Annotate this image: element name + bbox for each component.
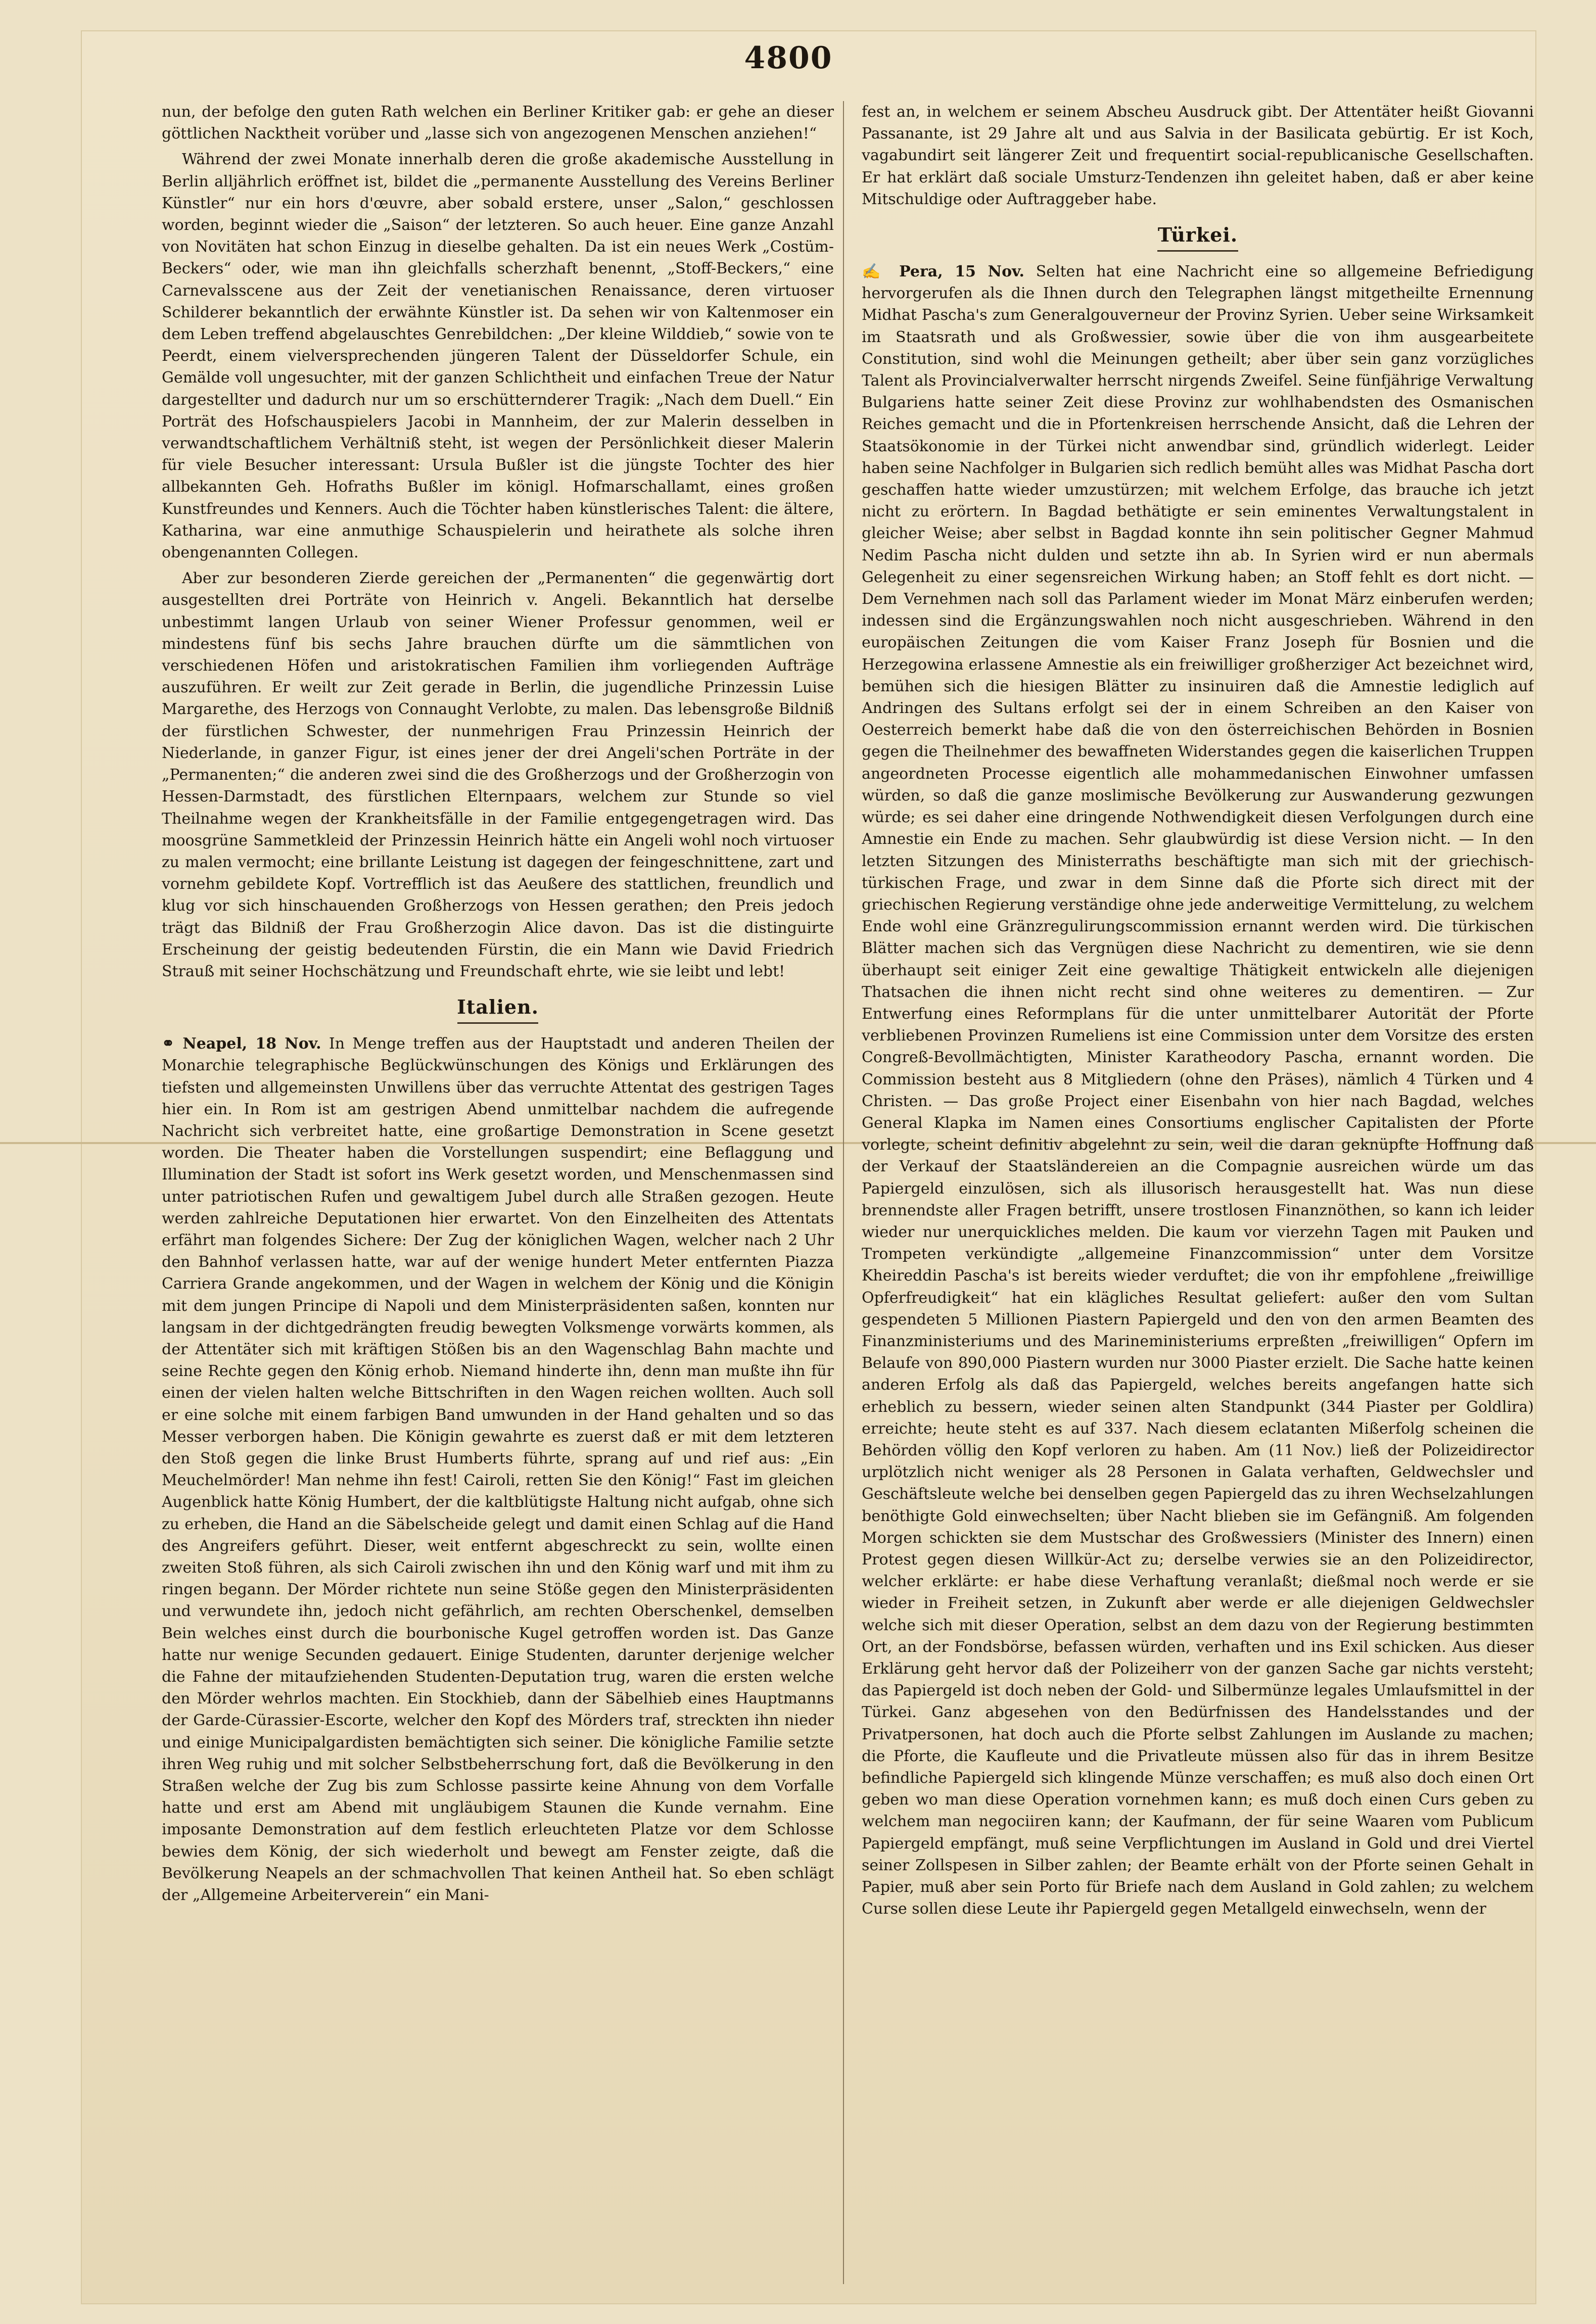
section-rule	[457, 1022, 538, 1024]
page-number: 4800	[744, 40, 833, 76]
article-paragraph	[162, 1033, 834, 1906]
section-title-tuerkei: Türkei.	[1157, 223, 1238, 247]
right-column	[862, 101, 1534, 2284]
article-paragraph: fest an, in welchem er seinem Abscheu Ausdruck gibt. Der Attentäter heißt Giovanni Passanante, ist 29 Jahre alt und aus Salvia in der Basilicata gebürtig. Er ist Koch, vagabundirt seit längerer Zeit und frequentirt social-republicanische Gesellschaften. Er hat erklärt daß sociale Umsturz-Tendenzen ihn geleitet haben, daß er aber keine Mitschuldige oder Auftraggeber habe.	[862, 103, 1534, 208]
article-text: In Menge treffen aus der Hauptstadt und anderen Theilen der Monarchie telegraphische Beglückwünschungen des Königs und Erklärungen des tiefsten und allgemeinsten Unwillens über das verruchte Attentat des gestrigen Tages hier ein. In Rom ist am gestrigen Abend unmittelbar nachdem die aufregende Nachricht sich verbreitet hatte, eine großartige Demonstration in Scene gesetzt worden. Die Theater haben die Vorstellungen suspendirt; eine Beflaggung und Illumination der Stadt ist sofort ins Werk gesetzt worden, und Menschenmassen sind unter patriotischen Rufen und gewaltigem Jubel durch alle Straßen gezogen. Heute werden zahlreiche Deputationen hier erwartet. Von den Einzelheiten des Attentats erfährt man folgendes Sichere: Der Zug der königlichen Wagen, welcher nach 2 Uhr den Bahnhof verlassen hatte, war auf der wenige hundert Meter entfernten Piazza Carriera Grande angekommen, und der Wagen in welchem der König und die Königin mit dem jungen Principe di Napoli und dem Ministerpräsidenten saßen, konnten nur langsam in der dichtgedrängten freudig bewegten Volksmenge vorwärts kommen, als der Attentäter sich mit kräftigen Stößen bis an den Wagenschlag Bahn machte und seine Rechte gegen den König erhob. Niemand hinderte ihn, denn man mußte ihn für einen der vielen halten welche Bittschriften in den Wagen reichen wollten. Auch soll er eine solche mit einem farbigen Band umwunden in der Hand gehalten und so das Messer verborgen haben. Die Königin gewahrte es zuerst daß er mit dem letzteren den Stoß gegen die linke Brust Humberts führte, sprang auf und rief aus: „Ein Meuchelmörder! Man nehme ihn fest! Cairoli, retten Sie den König!“ Fast im gleichen Augenblick hatte König Humbert, der die kaltblütigste Haltung nicht aufgab, ohne sich zu erheben, die Hand an die Säbelscheide gelegt und damit einen Schlag auf die Hand des Angreifers geführt. Dieser, weit entfernt abgeschreckt zu sein, wollte einen zweiten Stoß führen, als sich Cairoli zwischen ihn und den König warf und mit ihm zu ringen begann. Der Mörder richtete nun seine Stöße gegen den Ministerpräsidenten und verwundete ihn, jedoch nicht gefährlich, am rechten Oberschenkel, demselben Bein welches einst durch die bourbonische Kugel getroffen worden ist. Das Ganze hatte nur wenige Secunden gedauert. Einige Studenten, darunter derjenige welcher die Fahne der mitaufziehenden Studenten-Deputation trug, waren die ersten welche den Mörder wehrlos machten. Ein Stockhieb, dann der Säbelhieb eines Hauptmanns der Garde-Cürassier-Escorte, welcher den Kopf des Mörders traf, streckten ihn nieder und einige Municipalgardisten bemächtigten sich seiner. Die königliche Familie setzte ihren Weg ruhig und mit solcher Selbstbeherrschung fort, daß die Bevölkerung in den Straßen welche der Zug bis zum Schlosse passirte keine Ahnung von dem Vorfalle hatte und erst am Abend mit ungläubigem Staunen die Kunde vernahm. Eine imposante Demonstration auf dem festlich erleuchteten Platze vor dem Schlosse bewies dem König, der sich wiederholt und bewegt am Fenster zeigte, daß die Bevölkerung Neapels an der schmachvollen That keinen Antheil hat. So eben schlägt der „Allgemeine Arbeiterverein“ ein Mani-	[162, 1035, 834, 1905]
dateline-neapel: ⚭ Neapel, 18 Nov.	[162, 1035, 321, 1053]
article-paragraph: Während der zwei Monate innerhalb deren die große akademische Ausstellung in Berlin alljährlich eröffnet ist, bildet die „permanente Ausstellung des Vereins Berliner Künstler“ nur ein hors d'œuvre, aber sobald erstere, unser „Salon,“ geschlossen worden, beginnt wieder die „Saison“ der letzteren. So auch heuer. Eine ganze Anzahl von Novitäten hat schon Einzug in dieselbe gehalten. Da ist ein neues Werk „Costüm-Beckers“ oder, wie man ihn gleichfalls scherzhaft benennt, „Stoff-Beckers,“ eine Carnevalsscene aus der Zeit der venetianischen Renaissance, deren virtuoser Schilderer bekanntlich der erwähnte Künstler ist. Da sehen wir von Kaltenmoser ein dem Leben treffend abgelauschtes Genrebildchen: „Der kleine Wilddieb,“ sowie von te Peerdt, einem vielversprechenden jüngeren Talent der Düsseldorfer Schule, ein Gemälde voll ungesuchter, mit der ganzen Schlichtheit und einfachen Treue der Natur dargestellter und dadurch nur um so erschütternderer Tragik: „Nach dem Duell.“ Ein Porträt des Hofschauspielers Jacobi in Mannheim, der zur Malerin desselben in verwandtschaftlichem Verhältniß steht, ist wegen der Persönlichkeit dieser Malerin für viele Besucher interessant: Ursula Bußler ist die jüngste Tochter des hier allbekannten Geh. Hofraths Bußler im königl. Hofmarschallamt, eines großen Kunstfreundes und Kenners. Auch die Töchter haben künstlerisches Talent: die ältere, Katharina, war eine anmuthige Schauspielerin und heirathete als solche ihren obengenannten Collegen.	[162, 151, 834, 562]
section-rule	[1157, 250, 1238, 252]
article-paragraph: Aber zur besonderen Zierde gereichen der „Permanenten“ die gegenwärtig dort ausgestellten drei Porträte von Heinrich v. Angeli. Bekanntlich hat derselbe unbestimmt langen Urlaub von seiner Wiener Professur genommen, weil er mindestens fünf bis sechs Jahre brauchen dürfte um die sämmtlichen von verschiedenen Höfen und aristokratischen Familien ihm vorliegenden Aufträge auszuführen. Er weilt zur Zeit gerade in Berlin, die jugendliche Prinzessin Luise Margarethe, des Herzogs von Connaught Verlobte, zu malen. Das lebensgroße Bildniß der fürstlichen Schwester, der nunmehrigen Frau Prinzessin Heinrich der Niederlande, in ganzer Figur, ist eines jener der drei Angeli'schen Porträte in der „Permanenten;“ die anderen zwei sind die des Großherzogs und der Großherzogin von Hessen-Darmstadt, des fürstlichen Elternpaars, welchem zur Stunde so viel Theilnahme wegen der Krankheitsfälle in der Familie entgegengetragen wird. Das moosgrüne Sammetkleid der Prinzessin Heinrich hätte ein Angeli wohl noch virtuoser zu malen vermocht; eine brillante Leistung ist dagegen der feingeschnittene, zart und vornehm gebildete Kopf. Vortrefflich ist das Aeußere des stattlichen, freundlich und klug vor sich hinschauenden Großherzogs von Hessen gerathen; den Preis jedoch trägt das Bildniß der Frau Großherzogin Alice davon. Das ist die distinguirte Erscheinung der geistig bedeutenden Fürstin, die ein Mann wie David Friedrich Strauß mit seiner Hochschätzung und Freundschaft ehrte, wie sie leibt und lebt!	[162, 570, 834, 980]
article-paragraph	[862, 261, 1534, 1920]
section-title-italien: Italien.	[457, 995, 539, 1019]
left-column	[162, 101, 834, 2284]
article-text: Selten hat eine Nachricht eine so allgemeine Befriedigung hervorgerufen als die Ihnen durch den Telegraphen längst mitgetheilte Ernennung Midhat Pascha's zum Generalgouverneur der Provinz Syrien. Ueber seine Wirksamkeit im Staatsrath und als Großwessier, sowie über die von ihm ausgearbeitete Constitution, sind wohl die Meinungen getheilt; aber über sein ganz vorzügliches Talent als Provincialverwalter herrscht nirgends Zweifel. Seine fünfjährige Verwaltung Bulgariens hatte seiner Zeit diese Provinz zur wohlhabendsten des Osmanischen Reiches gemacht und die in Pfortenkreisen herrschende Ansicht, daß die Lehren der Staatsökonomie in der Türkei nicht anwendbar sind, gründlich widerlegt. Leider haben seine Nachfolger in Bulgarien sich redlich bemüht alles was Midhat Pascha dort geschaffen hatte wieder umzustürzen; mit welchem Erfolge, das brauche ich jetzt nicht zu erörtern. In Bagdad bethätigte er sein eminentes Verwaltungstalent in gleicher Weise; aber selbst in Bagdad konnte ihn sein politischer Gegner Mahmud Nedim Pascha nicht dulden und setzte ihn ab. In Syrien wird er nun abermals Gelegenheit zu einer segensreichen Wirkung haben; an Stoff fehlt es dort nicht. — Dem Vernehmen nach soll das Parlament wieder im Monat März einberufen werden; indessen sind die Ergänzungswahlen noch nicht ausgeschrieben. Während in den europäischen Zeitungen die vom Kaiser Franz Joseph für Bosnien und die Herzegowina erlassene Amnestie als ein freiwilliger großherziger Act bezeichnet wird, bemühen sich die hiesigen Blätter zu insinuiren daß die Amnestie lediglich auf Andringen des Sultans erfolgt sei der in einem Schreiben an den Kaiser von Oesterreich bemerkt habe daß die von den österreichischen Behörden in Bosnien gegen die Theilnehmer des bewaffneten Widerstandes gegen die kaiserlichen Truppen angeordneten Processe eigentlich alle mohammedanischen Einwohner umfassen würden, so daß die ganze moslimische Bevölkerung zur Auswanderung gezwungen würde; es sei daher eine dringende Nothwendigkeit diesen Verfolgungen durch eine Amnestie ein Ende zu machen. Sehr glaubwürdig ist diese Version nicht. — In den letzten Sitzungen des Ministerraths beschäftigte man sich mit der griechisch-türkischen Frage, und zwar in dem Sinne daß die Pforte sich direct mit der griechischen Regierung verständige ohne jede anderweitige Vermittelung, zu welchem Ende wohl eine Gränzregulirungscommission ernannt werden wird. Die türkischen Blätter machen sich das Vergnügen diese Nachricht zu dementiren, wie sie denn überhaupt seit einiger Zeit eine gewaltige Thätigkeit entwickeln alle diejenigen Thatsachen die ihnen nicht recht sind ohne weiteres zu dementiren. — Zur Entwerfung eines Reformplans für die unter unmittelbarer Autorität der Pforte verbliebenen Provinzen Rumeliens ist eine Commission unter dem Vorsitze des ersten Congreß-Bevollmächtigten, Minister Karatheodory Pascha, ernannt worden. Die Commission besteht aus 8 Mitgliedern (ohne den Präses), nämlich 4 Türken und 4 Christen. — Das große Project einer Eisenbahn von hier nach Bagdad, welches General Klapka im Namen eines Consortiums englischer Capitalisten der Pforte vorlegte, scheint definitiv abgelehnt zu sein, weil die daran geknüpfte Hoffnung daß der Verkauf der Staatsländereien an die Compagnie ausreichen würde um das Papiergeld einzulösen, sich als illusorisch herausgestellt hat. Was nun diese brennendste aller Fragen betrifft, unsere trostlosen Finanznöthen, so kann ich leider wieder nur unerquickliches melden. Die kaum vor vierzehn Tagen mit Pauken und Trompeten verkündigte „allgemeine Finanzcommission“ unter dem Vorsitze Kheireddin Pascha's ist bereits wieder verduftet; die von ihr empfohlene „freiwillige Opferfreudigkeit“ hat ein klägliches Resultat geliefert: außer den vom Sultan gespendeten 5 Millionen Piastern Papiergeld und den von den armen Beamten des Finanzministeriums und des Marineministeriums erpreßten „freiwilligen“ Opfern im Belaufe von 890,000 Piastern wurden nur 3000 Piaster erzielt. Die Sache hatte keinen anderen Erfolg als daß das Papiergeld, welches bereits angefangen hatte sich erheblich zu bessern, wieder seinen alten Standpunkt (344 Piaster per Goldlira) erreichte; heute steht es auf 337. Nach diesem eclatanten Mißerfolg scheinen die Behörden völlig den Kopf verloren zu haben. Am (11 Nov.) ließ der Polizeidirector urplötzlich nicht weniger als 28 Personen in Galata verhaften, Geldwechsler und Geschäftsleute welche bei denselben gegen Papiergeld das zu ihren Wechselzahlungen benöthigte Gold einwechselten; über Nacht blieben sie im Gefängniß. Am folgenden Morgen schickten sie dem Mustschar des Großwessiers (Minister des Innern) einen Protest gegen diesen Willkür-Act zu; derselbe verwies sie an den Polizeidirector, welcher erklärte: er habe diese Verhaftung veranlaßt; dießmal noch werde er sie wieder in Freiheit setzen, in Zukunft aber werde er alle diejenigen Geldwechsler welche sich mit dieser Operation, selbst an dem dazu von der Regierung bestimmten Ort, an der Fondsbörse, befassen würden, verhaften und ins Exil schicken. Aus dieser Erklärung geht hervor daß der Polizeiherr von der ganzen Sache gar nichts versteht; das Papiergeld ist doch neben der Gold- und Silbermünze legales Umlaufsmittel in der Türkei. Ganz abgesehen von den Bedürfnissen des Handelsstandes und der Privatpersonen, hat doch auch die Pforte selbst Zahlungen im Auslande zu machen; die Pforte, die Kaufleute und die Privatleute müssen also für das in ihrem Besitze befindliche Papiergeld sich klingende Münze verschaffen; es muß also doch einen Ort geben wo man diese Operation vornehmen kann; es muß doch einen Curs geben zu welchem man negociiren kann; der Kaufmann, der für seine Waaren vom Publicum Papiergeld empfängt, muß seine Verpflichtungen im Ausland in Gold und drei Viertel seiner Zollspesen in Silber zahlen; der Beamte erhält von der Pforte seinen Gehalt in Papier, muß aber sein Porto für Briefe nach dem Ausland in Gold zahlen; zu welchem Curse sollen diese Leute ihr Papiergeld gegen Metallgeld einwechseln, wenn der	[862, 263, 1534, 1918]
column-divider	[843, 101, 844, 2284]
article-paragraph: nun, der befolge den guten Rath welchen ein Berliner Kritiker gab: er gehe an dieser göttlichen Nacktheit vorüber und „lasse sich von angezogenen Menschen anziehen!“	[162, 103, 834, 143]
dateline-pera: ✍ Pera, 15 Nov.	[862, 263, 1024, 281]
